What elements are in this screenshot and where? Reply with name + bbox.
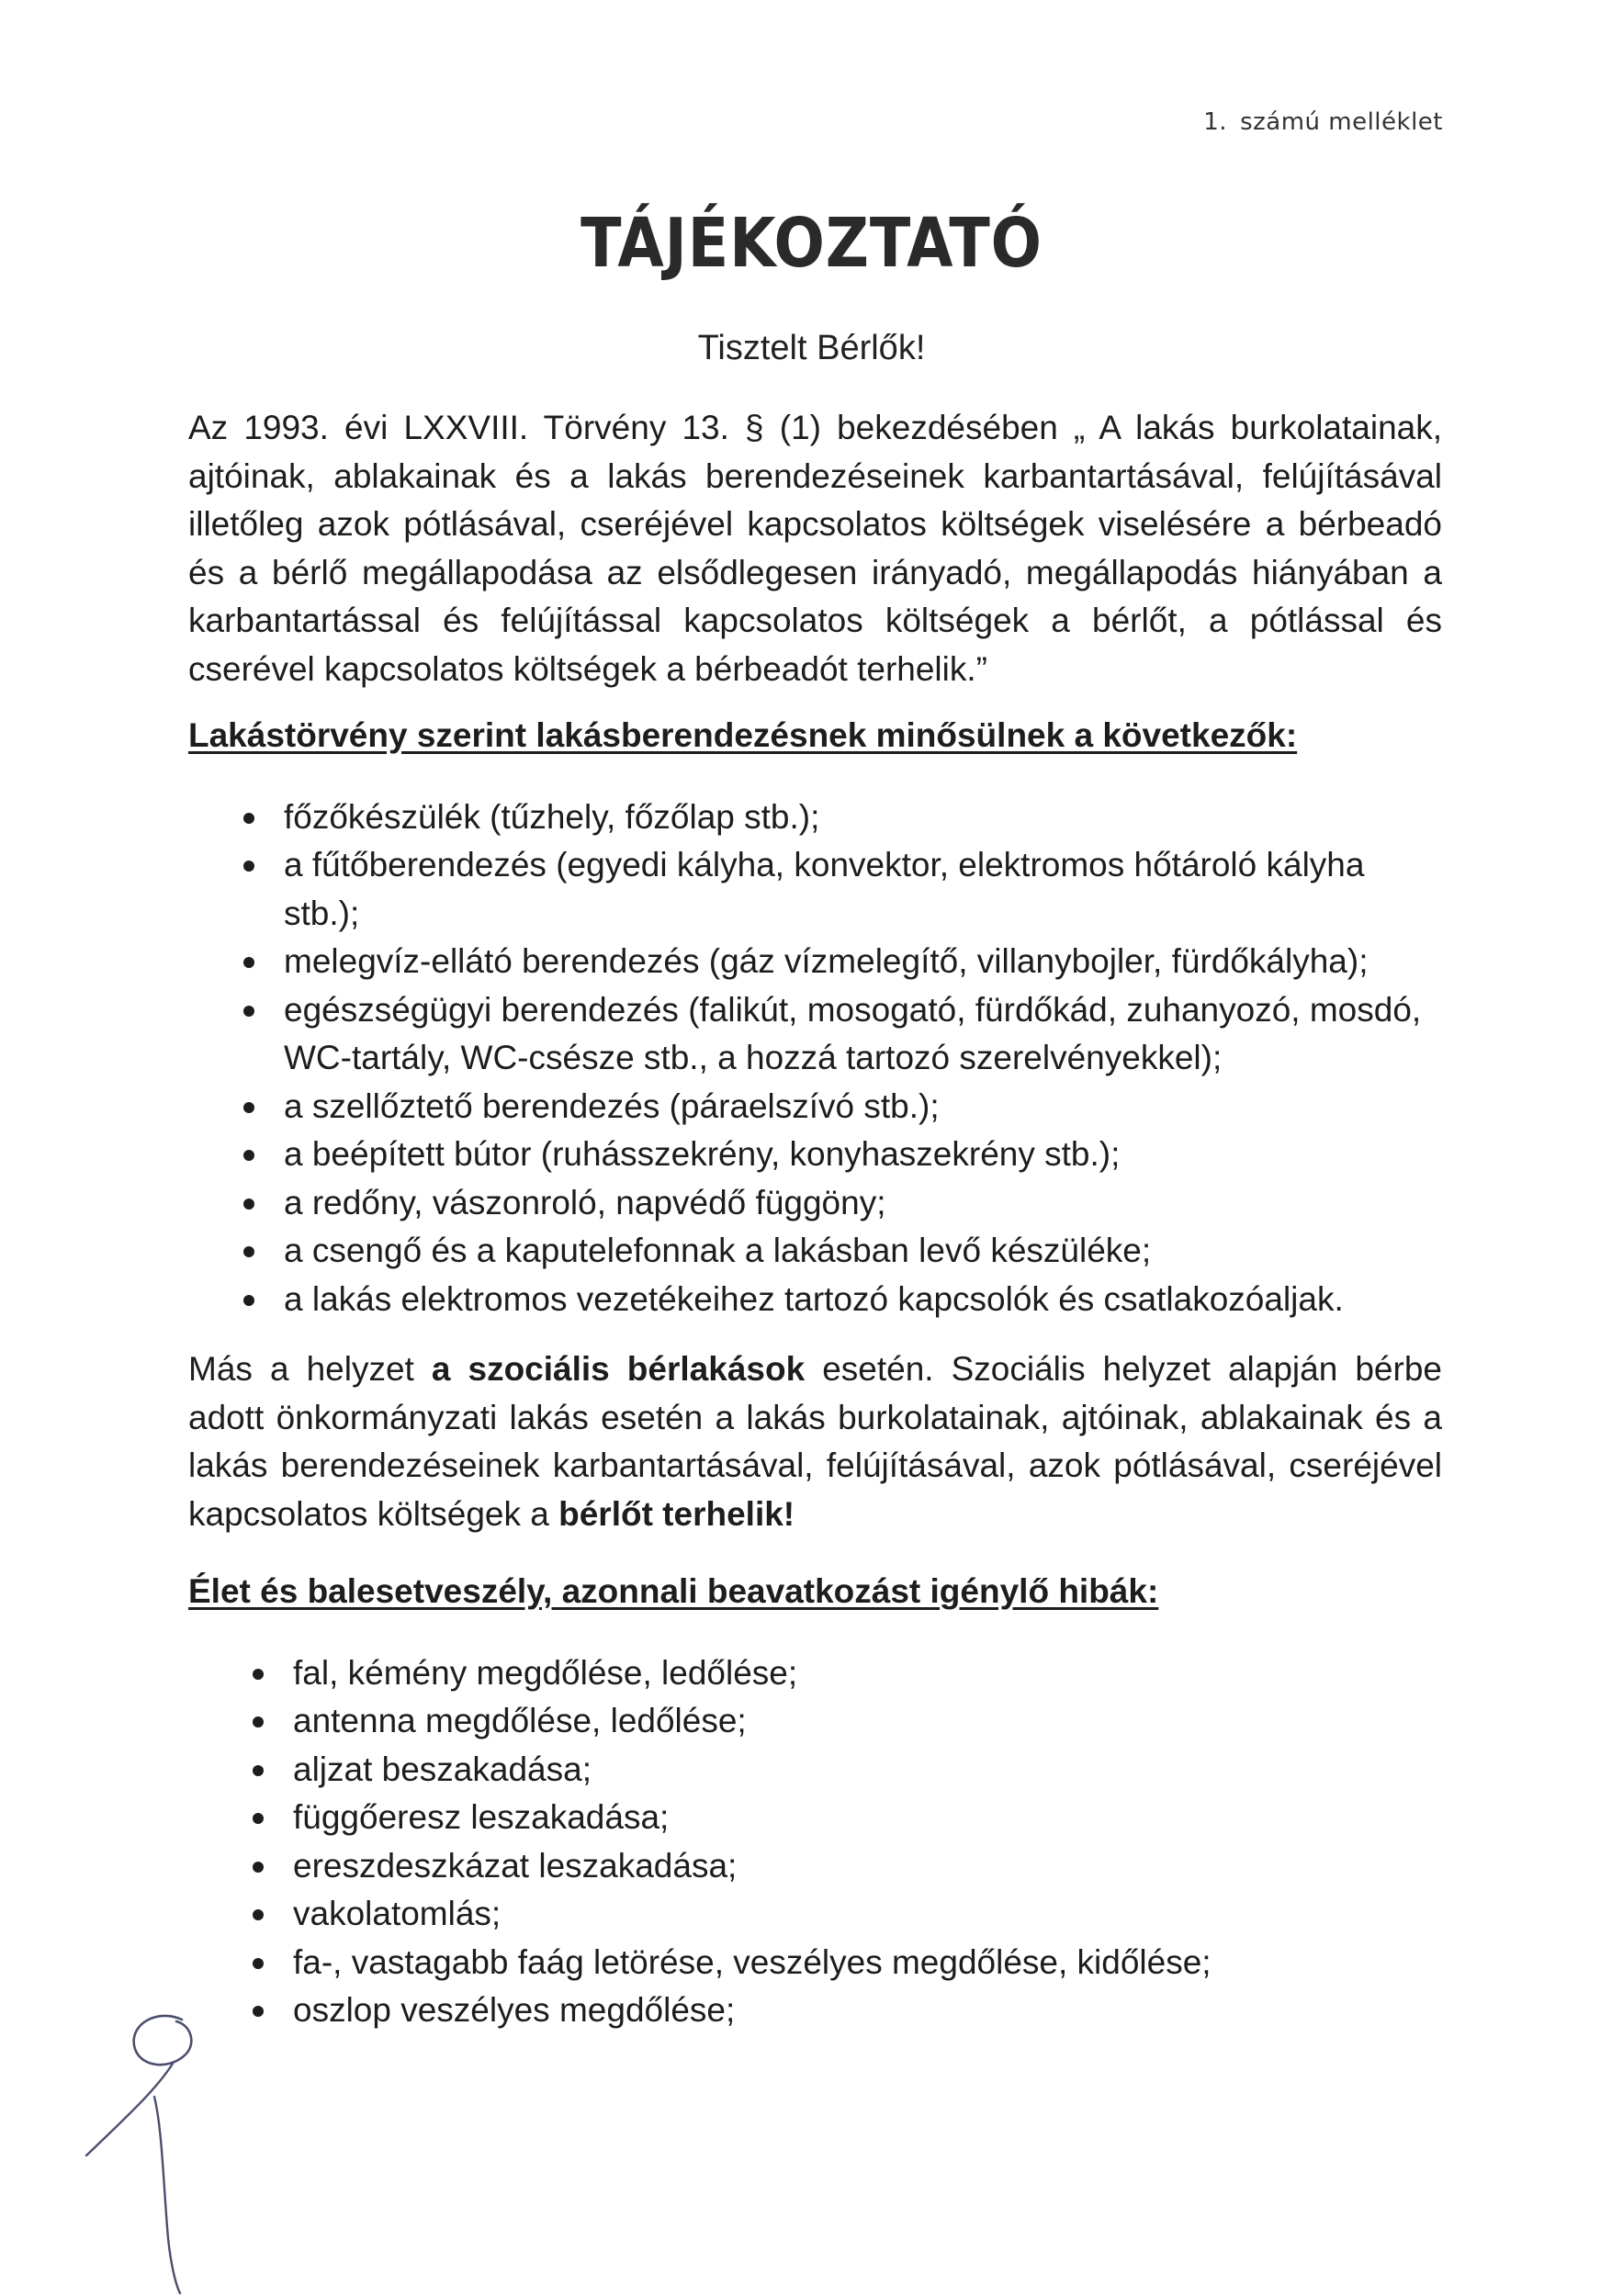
hazard-item-text: aljzat beszakadása; — [293, 1750, 592, 1788]
equipment-item — [188, 1179, 1442, 1228]
bullet-icon — [253, 1909, 264, 1920]
equipment-item-text: a fűtőberendezés (egyedi kályha, konvektor, elektromos hőtároló kályha stb.); — [284, 846, 1365, 932]
bullet-icon — [243, 957, 254, 968]
bullet-icon — [243, 1006, 254, 1017]
equipment-item-text: melegvíz-ellátó berendezés (gáz vízmelegítő, villanybojler, fürdőkályha); — [284, 942, 1369, 980]
hazard-item — [188, 1986, 1442, 2035]
bullet-icon — [243, 1246, 254, 1257]
equipment-item — [188, 938, 1442, 986]
document-body — [188, 404, 1442, 2035]
document-title: TÁJÉKOZTATÓ — [580, 204, 1043, 283]
hazard-item — [188, 1890, 1442, 1939]
equipment-item — [188, 1276, 1442, 1324]
social-text-1: Más a helyzet — [188, 1350, 432, 1388]
equipment-item-text: egészségügyi berendezés (falikút, mosogató, fürdőkád, zuhanyozó, mosdó, WC-tartály, WC-csésze stb., a hozzá tartozó szerelvényekkel); — [284, 990, 1422, 1076]
equipment-item-text: főzőkészülék (tűzhely, főzőlap stb.); — [284, 797, 820, 836]
bullet-icon — [243, 813, 254, 824]
hazard-heading: Élet és balesetveszély, azonnali beavatkozást igénylő hibák: — [188, 1572, 1159, 1610]
bullet-icon — [253, 1862, 264, 1873]
hazard-list — [188, 1649, 1442, 2035]
bullet-icon — [253, 1813, 264, 1824]
annex-label — [1203, 108, 1443, 136]
equipment-heading: Lakástörvény szerint lakásberendezésnek minősülnek a következők: — [188, 716, 1298, 754]
hazard-item-text: fal, kémény megdőlése, ledőlése; — [293, 1653, 798, 1692]
bullet-icon — [253, 1958, 264, 1969]
hazard-item — [188, 1746, 1442, 1795]
hazard-item-text: oszlop veszélyes megdőlése; — [293, 1991, 736, 2029]
hazard-item-text: függőeresz leszakadása; — [293, 1798, 670, 1836]
bullet-icon — [253, 2006, 264, 2017]
hazard-item — [188, 1842, 1442, 1891]
equipment-item — [188, 841, 1442, 938]
equipment-item-text: a beépített bútor (ruhásszekrény, konyhaszekrény stb.); — [284, 1135, 1121, 1173]
equipment-item — [188, 793, 1442, 842]
hazard-item — [188, 1939, 1442, 1987]
bullet-icon — [253, 1765, 264, 1776]
bullet-icon — [243, 1199, 254, 1210]
equipment-item-text: a redőny, vászonroló, napvédő függöny; — [284, 1183, 886, 1221]
annex-text: számú melléklet — [1240, 108, 1443, 136]
social-housing-paragraph — [188, 1345, 1442, 1538]
social-emphasis-1: a szociális bérlakások — [431, 1350, 806, 1388]
hazard-item — [188, 1697, 1442, 1746]
equipment-item — [188, 986, 1442, 1083]
greeting: Tisztelt Bérlők! — [697, 329, 926, 367]
equipment-item-text: a szellőztető berendezés (páraelszívó stb.); — [284, 1086, 940, 1125]
annex-number: 1. — [1203, 108, 1228, 136]
bullet-icon — [253, 1669, 264, 1680]
handwritten-signature — [73, 2007, 230, 2296]
hazard-item-text: antenna megdőlése, ledőlése; — [293, 1702, 747, 1739]
hazard-item — [188, 1649, 1442, 1698]
hazard-item-text: ereszdeszkázat leszakadása; — [293, 1846, 738, 1885]
bullet-icon — [243, 1295, 254, 1306]
hazard-item-text: vakolatomlás; — [293, 1895, 502, 1932]
intro-paragraph: Az 1993. évi LXXVIII. Törvény 13. § (1) bekezdésében „ A lakás burkolatainak, ajtóinak, ablakainak és a lakás berendezéseinek karbantartásával, felújításával illetőleg azok pótlásával, cseréjével kapcsolatos költségek viselésére a bérbeadó és a bérlő megállapodása az elsődlegesen irányadó, megállapodás hiányában a karbantartással és felújítással kapcsolatos költségek a bérlőt, a pótlással és cserével kapcsolatos költségek a bérbeadót terhelik.” — [188, 409, 1442, 688]
equipment-item-text: a lakás elektromos vezetékeihez tartozó kapcsolók és csatlakozóaljak. — [284, 1279, 1344, 1318]
bullet-icon — [243, 861, 254, 872]
hazard-item-text: fa-, vastagabb faág letörése, veszélyes megdőlése, kidőlése; — [293, 1942, 1212, 1981]
bullet-icon — [253, 1716, 264, 1728]
hazard-item — [188, 1794, 1442, 1842]
equipment-item — [188, 1083, 1442, 1131]
equipment-item — [188, 1227, 1442, 1276]
equipment-item — [188, 1131, 1442, 1179]
bullet-icon — [243, 1150, 254, 1161]
bullet-icon — [243, 1102, 254, 1113]
social-text-2: esetén. Szociális helyzet alapján bérbe adott önkormányzati lakás esetén a lakás burkolatainak, ajtóinak, ablakainak és a lakás berendezéseinek karbantartásával, felújításával, azok pótlásával, cseréjével kapcsolatos költségek a — [188, 1350, 1442, 1533]
equipment-item-text: a csengő és a kaputelefonnak a lakásban levő készüléke; — [284, 1232, 1152, 1269]
equipment-list — [188, 793, 1442, 1324]
social-emphasis-2: bérlőt terhelik! — [558, 1494, 795, 1533]
